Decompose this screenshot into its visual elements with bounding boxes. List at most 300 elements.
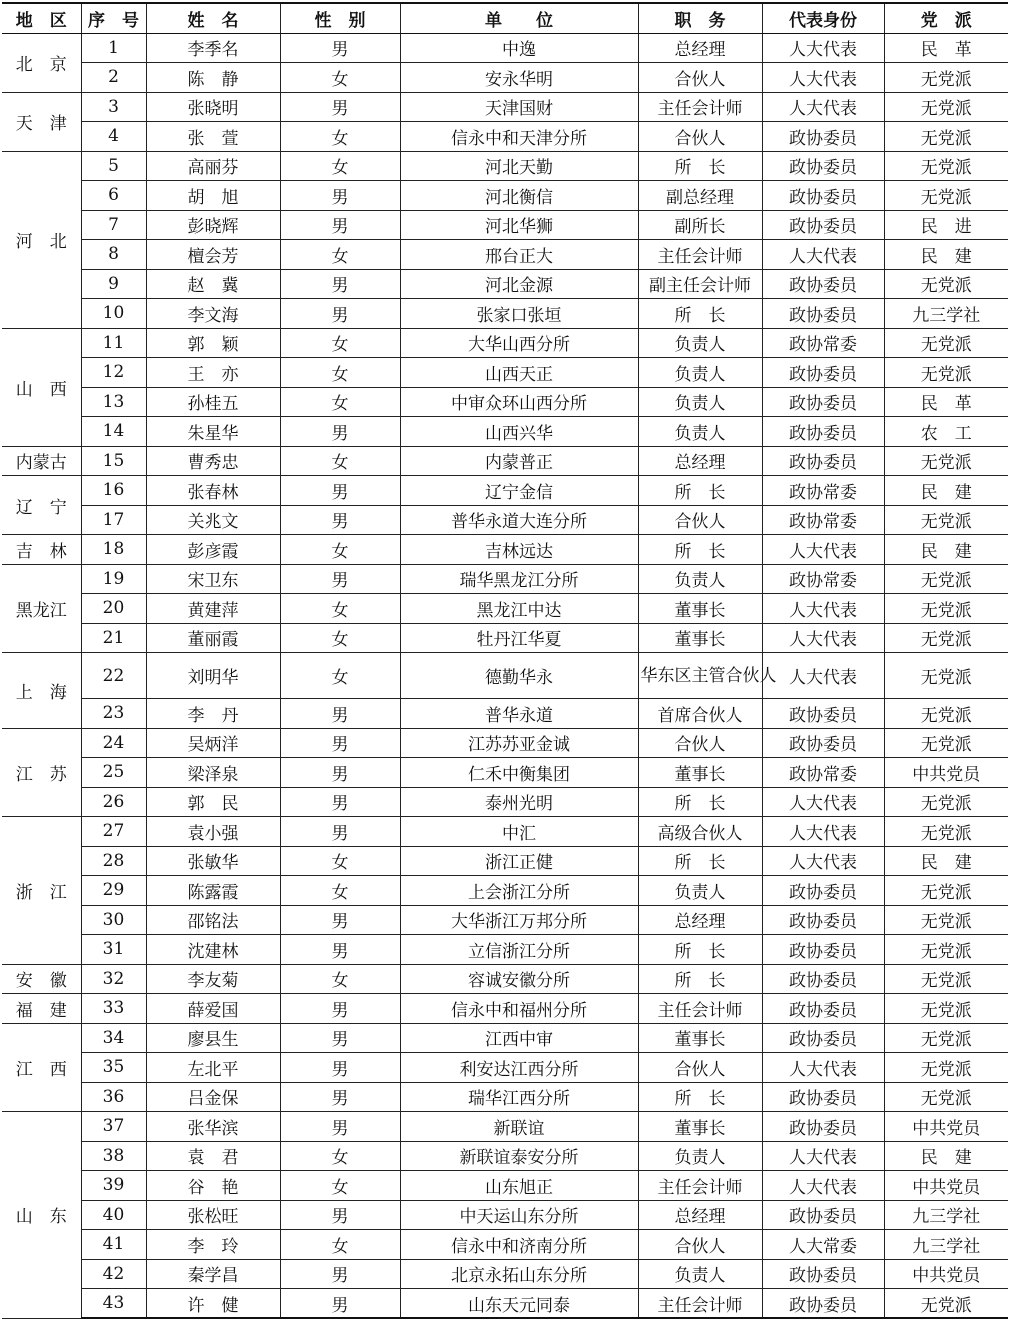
gender-cell: 男 (280, 728, 400, 758)
position-cell: 总经理 (638, 905, 762, 935)
index-cell: 21 (81, 623, 146, 653)
name-cell: 李文海 (146, 299, 280, 329)
unit-cell: 瑞华黑龙江分所 (400, 564, 638, 594)
identity-cell: 政协委员 (762, 905, 884, 935)
party-cell: 民 建 (884, 1141, 1008, 1171)
index-cell: 29 (81, 876, 146, 906)
gender-cell: 女 (280, 1171, 400, 1201)
identity-cell: 人大代表 (762, 594, 884, 624)
position-cell: 负责人 (638, 564, 762, 594)
gender-cell: 女 (280, 594, 400, 624)
index-cell: 8 (81, 240, 146, 270)
table-row (2, 876, 1008, 906)
unit-cell: 德勤华永 (400, 653, 638, 699)
party-cell: 无党派 (884, 92, 1008, 122)
index-cell: 20 (81, 594, 146, 624)
name-cell: 袁小强 (146, 817, 280, 847)
position-cell: 合伙人 (638, 1053, 762, 1083)
position-cell: 主任会计师 (638, 92, 762, 122)
region-cell: 山 东 (2, 1112, 81, 1319)
region-cell: 福 建 (2, 994, 81, 1024)
index-cell: 43 (81, 1289, 146, 1319)
name-cell: 檀会芳 (146, 240, 280, 270)
identity-cell: 政协委员 (762, 269, 884, 299)
identity-cell: 政协委员 (762, 1023, 884, 1053)
index-cell: 11 (81, 328, 146, 358)
identity-cell: 政协委员 (762, 122, 884, 152)
unit-cell: 仁禾中衡集团 (400, 758, 638, 788)
gender-cell: 男 (280, 1289, 400, 1319)
table-row (2, 476, 1008, 506)
unit-cell: 黑龙江中达 (400, 594, 638, 624)
gender-cell: 男 (280, 269, 400, 299)
table-row (2, 1053, 1008, 1083)
index-cell: 37 (81, 1112, 146, 1142)
table-row (2, 699, 1008, 729)
gender-cell: 男 (280, 935, 400, 965)
index-cell: 24 (81, 728, 146, 758)
party-cell: 无党派 (884, 817, 1008, 847)
name-cell: 陈 静 (146, 63, 280, 93)
index-cell: 36 (81, 1082, 146, 1112)
gender-cell: 女 (280, 1230, 400, 1260)
column-header-index: 序 号 (81, 3, 146, 33)
position-cell: 高级合伙人 (638, 817, 762, 847)
index-cell: 40 (81, 1200, 146, 1230)
party-cell: 无党派 (884, 505, 1008, 535)
table-row (2, 33, 1008, 63)
table-row (2, 240, 1008, 270)
identity-cell: 政协委员 (762, 417, 884, 447)
gender-cell: 男 (280, 210, 400, 240)
unit-cell: 浙江正健 (400, 846, 638, 876)
party-cell: 中共党员 (884, 1171, 1008, 1201)
index-cell: 9 (81, 269, 146, 299)
table-row (2, 758, 1008, 788)
gender-cell: 女 (280, 964, 400, 994)
table-row (2, 623, 1008, 653)
name-cell: 胡 旭 (146, 181, 280, 211)
position-cell: 董事长 (638, 1112, 762, 1142)
index-cell: 23 (81, 699, 146, 729)
position-cell: 负责人 (638, 1259, 762, 1289)
table-row (2, 535, 1008, 565)
unit-cell: 江苏苏亚金诚 (400, 728, 638, 758)
position-cell: 副主任会计师 (638, 269, 762, 299)
position-cell: 主任会计师 (638, 1289, 762, 1319)
table-row (2, 594, 1008, 624)
identity-cell: 政协委员 (762, 387, 884, 417)
party-cell: 无党派 (884, 358, 1008, 388)
table-row (2, 92, 1008, 122)
party-cell: 无党派 (884, 328, 1008, 358)
unit-cell: 山西兴华 (400, 417, 638, 447)
region-cell: 黑龙江 (2, 564, 81, 653)
unit-cell: 邢台正大 (400, 240, 638, 270)
position-cell: 总经理 (638, 1200, 762, 1230)
name-cell: 黄建萍 (146, 594, 280, 624)
identity-cell: 政协委员 (762, 964, 884, 994)
table-row (2, 817, 1008, 847)
name-cell: 许 健 (146, 1289, 280, 1319)
column-header-gender: 性 别 (280, 3, 400, 33)
identity-cell: 政协委员 (762, 994, 884, 1024)
party-cell: 民 建 (884, 476, 1008, 506)
column-header-position: 职 务 (638, 3, 762, 33)
name-cell: 张华滨 (146, 1112, 280, 1142)
index-cell: 4 (81, 122, 146, 152)
gender-cell: 男 (280, 92, 400, 122)
name-cell: 关兆文 (146, 505, 280, 535)
name-cell: 袁 君 (146, 1141, 280, 1171)
gender-cell: 男 (280, 758, 400, 788)
party-cell: 民 革 (884, 387, 1008, 417)
party-cell: 民 建 (884, 846, 1008, 876)
unit-cell: 中审众环山西分所 (400, 387, 638, 417)
gender-cell: 男 (280, 787, 400, 817)
party-cell: 无党派 (884, 446, 1008, 476)
index-cell: 19 (81, 564, 146, 594)
position-cell: 所 长 (638, 787, 762, 817)
unit-cell: 普华永道 (400, 699, 638, 729)
party-cell: 中共党员 (884, 1112, 1008, 1142)
name-cell: 梁泽泉 (146, 758, 280, 788)
unit-cell: 北京永拓山东分所 (400, 1259, 638, 1289)
unit-cell: 江西中审 (400, 1023, 638, 1053)
index-cell: 5 (81, 151, 146, 181)
region-cell: 江 苏 (2, 728, 81, 817)
identity-cell: 政协委员 (762, 1082, 884, 1112)
index-cell: 7 (81, 210, 146, 240)
column-header-unit: 单 位 (400, 3, 638, 33)
index-cell: 18 (81, 535, 146, 565)
unit-cell: 容诚安徽分所 (400, 964, 638, 994)
name-cell: 廖县生 (146, 1023, 280, 1053)
unit-cell: 天津国财 (400, 92, 638, 122)
position-cell: 所 长 (638, 964, 762, 994)
position-cell: 负责人 (638, 387, 762, 417)
table-row (2, 417, 1008, 447)
position-cell: 所 长 (638, 535, 762, 565)
table-row (2, 210, 1008, 240)
name-cell: 彭晓辉 (146, 210, 280, 240)
position-cell: 董事长 (638, 758, 762, 788)
position-cell: 主任会计师 (638, 240, 762, 270)
header-row (2, 3, 1008, 33)
position-cell: 副总经理 (638, 181, 762, 211)
name-cell: 郭 民 (146, 787, 280, 817)
position-cell: 合伙人 (638, 505, 762, 535)
identity-cell: 政协委员 (762, 876, 884, 906)
position-cell: 首席合伙人 (638, 699, 762, 729)
party-cell: 无党派 (884, 653, 1008, 699)
position-cell: 负责人 (638, 417, 762, 447)
position-cell: 负责人 (638, 1141, 762, 1171)
name-cell: 李季名 (146, 33, 280, 63)
table-row (2, 787, 1008, 817)
name-cell: 郭 颖 (146, 328, 280, 358)
position-cell: 负责人 (638, 876, 762, 906)
index-cell: 35 (81, 1053, 146, 1083)
table-row (2, 905, 1008, 935)
unit-cell: 信永中和福州分所 (400, 994, 638, 1024)
position-cell: 主任会计师 (638, 994, 762, 1024)
table-row (2, 1289, 1008, 1319)
gender-cell: 男 (280, 181, 400, 211)
index-cell: 25 (81, 758, 146, 788)
position-cell: 所 长 (638, 299, 762, 329)
unit-cell: 利安达江西分所 (400, 1053, 638, 1083)
party-cell: 民 进 (884, 210, 1008, 240)
region-cell: 内蒙古 (2, 446, 81, 476)
position-cell: 合伙人 (638, 63, 762, 93)
party-cell: 无党派 (884, 905, 1008, 935)
party-cell: 无党派 (884, 1082, 1008, 1112)
party-cell: 民 建 (884, 240, 1008, 270)
unit-cell: 上会浙江分所 (400, 876, 638, 906)
index-cell: 6 (81, 181, 146, 211)
identity-cell: 政协委员 (762, 1200, 884, 1230)
gender-cell: 女 (280, 535, 400, 565)
index-cell: 31 (81, 935, 146, 965)
party-cell: 民 建 (884, 535, 1008, 565)
gender-cell: 女 (280, 358, 400, 388)
identity-cell: 政协委员 (762, 1112, 884, 1142)
table-row (2, 269, 1008, 299)
unit-cell: 吉林远达 (400, 535, 638, 565)
identity-cell: 人大代表 (762, 535, 884, 565)
identity-cell: 政协委员 (762, 1259, 884, 1289)
unit-cell: 中汇 (400, 817, 638, 847)
region-cell: 浙 江 (2, 817, 81, 965)
index-cell: 3 (81, 92, 146, 122)
index-cell: 13 (81, 387, 146, 417)
index-cell: 15 (81, 446, 146, 476)
name-cell: 左北平 (146, 1053, 280, 1083)
gender-cell: 男 (280, 1259, 400, 1289)
identity-cell: 人大代表 (762, 1171, 884, 1201)
column-header-region: 地 区 (2, 3, 81, 33)
position-cell: 总经理 (638, 446, 762, 476)
table-row (2, 935, 1008, 965)
gender-cell: 女 (280, 240, 400, 270)
index-cell: 41 (81, 1230, 146, 1260)
name-cell: 赵 冀 (146, 269, 280, 299)
party-cell: 中共党员 (884, 758, 1008, 788)
name-cell: 吴炳洋 (146, 728, 280, 758)
region-cell: 江 西 (2, 1023, 81, 1112)
name-cell: 董丽霞 (146, 623, 280, 653)
gender-cell: 女 (280, 653, 400, 699)
identity-cell: 政协委员 (762, 210, 884, 240)
party-cell: 民 革 (884, 33, 1008, 63)
table-row (2, 151, 1008, 181)
identity-cell: 政协委员 (762, 699, 884, 729)
unit-cell: 河北华狮 (400, 210, 638, 240)
gender-cell: 男 (280, 905, 400, 935)
table-row (2, 1200, 1008, 1230)
index-cell: 33 (81, 994, 146, 1024)
party-cell: 无党派 (884, 63, 1008, 93)
index-cell: 14 (81, 417, 146, 447)
party-cell: 无党派 (884, 181, 1008, 211)
index-cell: 39 (81, 1171, 146, 1201)
identity-cell: 政协委员 (762, 935, 884, 965)
party-cell: 无党派 (884, 564, 1008, 594)
name-cell: 李 丹 (146, 699, 280, 729)
identity-cell: 人大代表 (762, 817, 884, 847)
gender-cell: 女 (280, 151, 400, 181)
index-cell: 28 (81, 846, 146, 876)
gender-cell: 男 (280, 1082, 400, 1112)
party-cell: 九三学社 (884, 299, 1008, 329)
gender-cell: 男 (280, 699, 400, 729)
gender-cell: 男 (280, 505, 400, 535)
position-cell: 所 长 (638, 476, 762, 506)
party-cell: 无党派 (884, 1023, 1008, 1053)
table-row (2, 299, 1008, 329)
table-row (2, 1259, 1008, 1289)
party-cell: 无党派 (884, 935, 1008, 965)
name-cell: 宋卫东 (146, 564, 280, 594)
name-cell: 王 亦 (146, 358, 280, 388)
position-cell: 董事长 (638, 594, 762, 624)
table-row (2, 122, 1008, 152)
region-cell: 北 京 (2, 33, 81, 92)
position-cell: 所 长 (638, 151, 762, 181)
unit-cell: 大华浙江万邦分所 (400, 905, 638, 935)
gender-cell: 女 (280, 328, 400, 358)
name-cell: 沈建林 (146, 935, 280, 965)
unit-cell: 新联谊泰安分所 (400, 1141, 638, 1171)
table-row (2, 653, 1008, 699)
identity-cell: 政协委员 (762, 299, 884, 329)
table-row (2, 564, 1008, 594)
position-cell: 所 长 (638, 1082, 762, 1112)
gender-cell: 女 (280, 846, 400, 876)
region-cell: 山 西 (2, 328, 81, 446)
party-cell: 九三学社 (884, 1200, 1008, 1230)
gender-cell: 女 (280, 623, 400, 653)
index-cell: 26 (81, 787, 146, 817)
unit-cell: 河北天勤 (400, 151, 638, 181)
name-cell: 曹秀忠 (146, 446, 280, 476)
table-row (2, 1082, 1008, 1112)
identity-cell: 政协委员 (762, 446, 884, 476)
position-cell: 合伙人 (638, 122, 762, 152)
gender-cell: 男 (280, 476, 400, 506)
position-cell: 董事长 (638, 623, 762, 653)
table-row (2, 358, 1008, 388)
name-cell: 薛爱国 (146, 994, 280, 1024)
unit-cell: 信永中和天津分所 (400, 122, 638, 152)
index-cell: 17 (81, 505, 146, 535)
identity-cell: 人大常委 (762, 1230, 884, 1260)
position-cell: 副所长 (638, 210, 762, 240)
identity-cell: 人大代表 (762, 33, 884, 63)
party-cell: 无党派 (884, 876, 1008, 906)
index-cell: 38 (81, 1141, 146, 1171)
index-cell: 30 (81, 905, 146, 935)
unit-cell: 内蒙普正 (400, 446, 638, 476)
party-cell: 无党派 (884, 699, 1008, 729)
party-cell: 无党派 (884, 1289, 1008, 1319)
table-row (2, 63, 1008, 93)
identity-cell: 政协委员 (762, 181, 884, 211)
party-cell: 九三学社 (884, 1230, 1008, 1260)
index-cell: 32 (81, 964, 146, 994)
gender-cell: 男 (280, 33, 400, 63)
unit-cell: 信永中和济南分所 (400, 1230, 638, 1260)
unit-cell: 张家口张垣 (400, 299, 638, 329)
position-cell: 负责人 (638, 358, 762, 388)
identity-cell: 政协常委 (762, 564, 884, 594)
table-body (2, 33, 1008, 1318)
gender-cell: 男 (280, 1053, 400, 1083)
unit-cell: 牡丹江华夏 (400, 623, 638, 653)
party-cell: 无党派 (884, 787, 1008, 817)
identity-cell: 人大代表 (762, 92, 884, 122)
unit-cell: 河北衡信 (400, 181, 638, 211)
identity-cell: 政协常委 (762, 476, 884, 506)
index-cell: 10 (81, 299, 146, 329)
unit-cell: 中天运山东分所 (400, 1200, 638, 1230)
identity-cell: 人大代表 (762, 623, 884, 653)
unit-cell: 山东旭正 (400, 1171, 638, 1201)
identity-cell: 人大代表 (762, 240, 884, 270)
identity-cell: 人大代表 (762, 1053, 884, 1083)
gender-cell: 男 (280, 994, 400, 1024)
gender-cell: 女 (280, 387, 400, 417)
index-cell: 22 (81, 653, 146, 699)
index-cell: 16 (81, 476, 146, 506)
party-cell: 无党派 (884, 151, 1008, 181)
region-cell: 安 徽 (2, 964, 81, 994)
identity-cell: 人大代表 (762, 846, 884, 876)
gender-cell: 女 (280, 122, 400, 152)
position-cell: 所 长 (638, 846, 762, 876)
position-cell: 华东区主管合伙人 (638, 653, 762, 699)
party-cell: 无党派 (884, 122, 1008, 152)
position-cell: 所 长 (638, 935, 762, 965)
index-cell: 34 (81, 1023, 146, 1053)
party-cell: 无党派 (884, 269, 1008, 299)
region-cell: 上 海 (2, 653, 81, 729)
party-cell: 无党派 (884, 623, 1008, 653)
region-cell: 辽 宁 (2, 476, 81, 535)
table-row (2, 1141, 1008, 1171)
identity-cell: 人大代表 (762, 787, 884, 817)
table-row (2, 1112, 1008, 1142)
gender-cell: 男 (280, 1200, 400, 1230)
identity-cell: 政协常委 (762, 505, 884, 535)
region-cell: 天 津 (2, 92, 81, 151)
identity-cell: 政协委员 (762, 358, 884, 388)
gender-cell: 男 (280, 564, 400, 594)
party-cell: 无党派 (884, 994, 1008, 1024)
name-cell: 彭彦霞 (146, 535, 280, 565)
unit-cell: 安永华明 (400, 63, 638, 93)
name-cell: 张晓明 (146, 92, 280, 122)
table-row (2, 505, 1008, 535)
name-cell: 李友菊 (146, 964, 280, 994)
identity-cell: 政协常委 (762, 758, 884, 788)
table-row (2, 328, 1008, 358)
position-cell: 合伙人 (638, 728, 762, 758)
name-cell: 吕金保 (146, 1082, 280, 1112)
identity-cell: 政协委员 (762, 728, 884, 758)
name-cell: 邵铭法 (146, 905, 280, 935)
